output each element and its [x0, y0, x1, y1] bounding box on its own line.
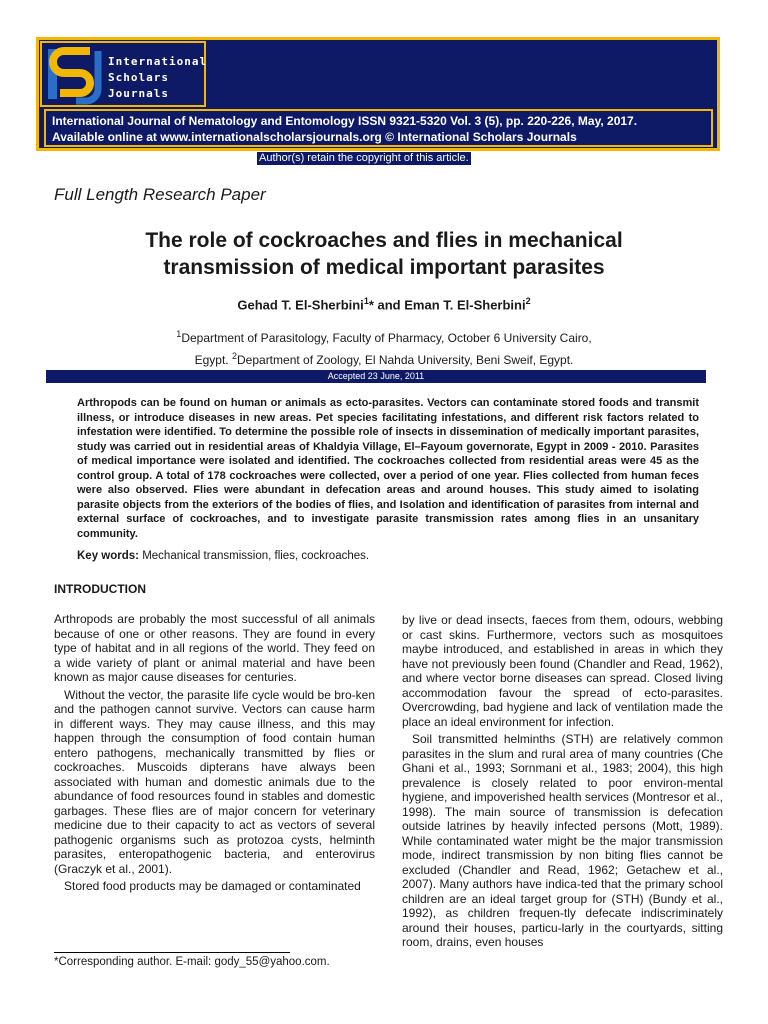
affiliations: [40, 325, 728, 369]
paragraph: Stored food products may be damaged or contaminated: [64, 879, 361, 893]
author-2: Eman T. El-Sherbini: [404, 297, 526, 313]
paragraph: Arthropods are probably the most successful of all animals because of one or other reasons. They are found in every type of habitat and in all regions of the world. They feed on a wide variety of plant or animal material and have been known as major cause diseases for centuries.: [54, 612, 375, 684]
affiliation-2-prefix: Egypt.: [194, 353, 232, 367]
keywords-text: Mechanical transmission, flies, cockroaches.: [139, 550, 370, 562]
paper-type: Full Length Research Paper: [54, 185, 266, 204]
accepted-date: Accepted 23 June, 2011: [46, 370, 706, 383]
corresponding-author-footnote: *Corresponding author. E-mail: gody_55@yahoo.com.: [54, 956, 330, 968]
paragraph: Without the vector, the parasite life cycle would be bro-ken and the pathogen cannot survive. Vectors can cause harm in different ways. They may cause illness, and this may happen through the consumption of food contain human entero pathogens, mechanically transmitted by flies or cockroaches. Muscoids dipterans have always been associated with human and domestic animals due to the abundance of food resources found in stables and domestic garbages. These flies are of major concern for veterinary medicine due to their capacity to act as vectors of several pathogenic organisms such as protozoa cysts, helminth parasites, enteropathogenic bacteria, and enterovirus (Graczyk et al., 2001).: [54, 687, 375, 876]
isj-logo-icon: [46, 45, 106, 105]
right-column: [402, 613, 723, 950]
journal-line-1: International Journal of Nematology and Entomology ISSN 9321-5320 Vol. 3 (5), pp. 220-226, May, 2017.: [52, 114, 638, 128]
affiliation-line-1: [40, 325, 728, 347]
author-2-affiliation: 2: [525, 296, 531, 306]
logo-line-3: Journals: [108, 87, 169, 100]
logo-line-2: Scholars: [108, 71, 169, 84]
paragraph: by live or dead insects, faeces from them, odours, webbing or cast skins. Furthermore, vectors such as mosquitoes maybe introduced, and established in areas in which they have not previously been found (Chandler and Read, 1962), and where vector borne diseases can spread. Closed living accommodation favour the spread of ecto-parasites. Overcrowding, bad hygiene and lack of ventilation made the place an ideal environment for infection.: [402, 613, 723, 729]
journal-line-2: Available online at www.internationalscholarsjournals.org © International Scholars Journals: [52, 130, 577, 144]
author-separator: * and: [368, 297, 405, 313]
journal-banner: [36, 37, 720, 151]
affiliation-2-marker: 2: [231, 351, 237, 361]
title-line-1: The role of cockroaches and flies in mechanical: [145, 229, 623, 252]
affiliation-1-text: Department of Parasitology, Faculty of Pharmacy, October 6 University Cairo,: [181, 331, 592, 345]
abstract: Arthropods can be found on human or animals as ecto-parasites. Vectors can contaminate stored foods and transmit illness, or introduce diseases in new areas. Pet species facilitating infestations, and different risk factors related to infestation were identified. To determine the possible role of insects in dissemination of medically important parasites, study was carried out in residential areas of Khaldyia Village, El–Fayoum governorate, Egypt in 2009 - 2010. Parasites of medical importance were isolated and identified. The cockroaches collected from residential areas were 45 as the control group. A total of 178 cockroaches were collected, over a period of one year. Flies collected from human feces were also observed. Flies were abundant in defecation areas and around houses. This study aimed to isolating parasite objects from the exteriors of the bodies of flies, and Isolation and identification of parasites from internal and external surface of cockroaches, and to investigate parasite transmission rates among flies in an unsanitary community.: [77, 397, 699, 540]
logo: [40, 41, 206, 107]
left-column: [54, 612, 375, 894]
footnote-divider: [54, 952, 290, 953]
affiliation-line-2: [40, 347, 728, 369]
authors: [40, 296, 728, 312]
title-line-2: transmission of medical important parasites: [163, 256, 605, 279]
affiliation-1-marker: 1: [176, 329, 182, 339]
introduction-heading: INTRODUCTION: [54, 582, 146, 596]
paragraph: Soil transmitted helminths (STH) are relatively common parasites in the slum and rural area of many countries (Che Ghani et al., 1993; Sornmani et al., 1983; 2004), this high prevalence is closely related to poor environ-mental hygiene, and impoverished health services (Montresor et al., 1998). The main source of transmission is defecation outside latrines by heavily infected persons (Mott, 1989). While contaminated water might be the major transmission mode, indirect transmission by non biting flies cannot be excluded (Chandler and Read, 1962; Getachew et al., 2007). Many authors have indica-ted that the primary school children are an ideal target group for (STH) (Bundy et al., 1992), as children frequen-tly defecate indiscriminately around their houses, particu-larly in the courtyards, sitting room, drains, even houses: [402, 732, 723, 949]
author-1-affiliation: 1: [363, 296, 369, 306]
paper-title: [40, 227, 728, 281]
logo-line-1: International: [108, 55, 208, 68]
journal-citation: [44, 109, 713, 147]
affiliation-2-text: Department of Zoology, El Nahda University, Beni Sweif, Egypt.: [237, 353, 574, 367]
author-1: Gehad T. El-Sherbini: [237, 297, 364, 313]
keywords: [77, 550, 369, 562]
logo-text: [108, 54, 207, 102]
keywords-label: Key words:: [77, 550, 139, 562]
copyright-notice: Author(s) retain the copyright of this article.: [259, 152, 469, 164]
